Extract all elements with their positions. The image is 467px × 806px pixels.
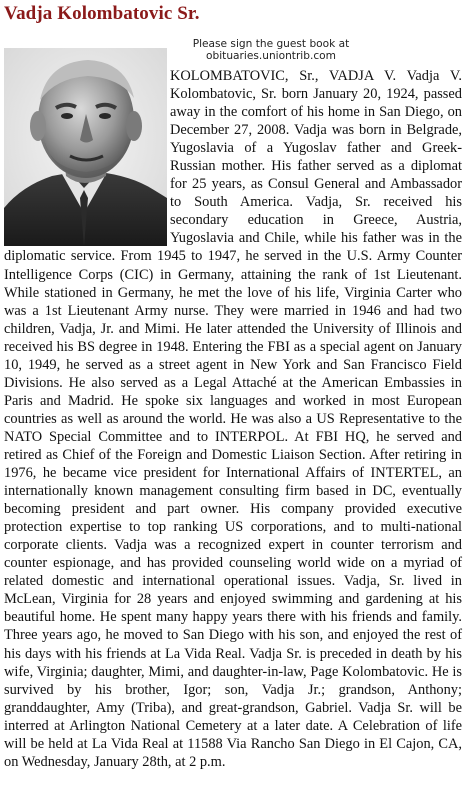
guestbook-notice [182, 38, 360, 62]
obituary-body: KOLOMBATOVIC, Sr., VADJA V. Vadja V. Kolombatovic, Sr. born January 20, 1924, passed away in the comfort of his home in San Diego, on December 27, 2008. Vadja was born in Belgrade, Yugoslavia of a Yugoslav father and Greek-Russian mother. His father served as a diplomat for 25 years, as Consul General and Ambassador to South America. Vadja, Sr. received his secondary education in Greece, Austria, Yugoslavia and Chile, while his father was in the diplomatic service. From 1945 to 1947, he served in the U.S. Army Counter Intelligence Corps (CIC) in Germany, attaining the rank of 1st Lieutenant. While stationed in Germany, he met the love of his life, Virginia Carter who was a 1st Lieutenant Army nurse. They were married in 1946 and had two children, Vadja, Jr. and Mimi. He later attended the University of Illinois and received his BS degree in 1948. Entering the FBI as a special agent on January 10, 1949, he served as a street agent in New York and San Francisco Field Divisions. He also served as a Legal Attaché at the American Embassies in Paris and Madrid. He spoke six languages and worked in most European countries as well as around the world. He was also a US Representative to the NATO Special Committee and to INTERPOL. At FBI HQ, he served and retired as Chief of the Foreign and Domestic Liaison Section. After retiring in 1976, he became vice president for International Affairs of INTERTEL, an internationally known management consulting firm based in DC, eventually becoming president and part owner. His company provided executive protection expertise to top ranking US corporations, and to multi-national corporate clients. Vadja was a recognized expert in counter terrorism and counter espionage, and has provided counseling world wide on a myriad of related domestic and international operational issues. Vadja, Sr. lived in McLean, Virginia for 28 years and enjoyed swimming and gardening at his beautiful home. He spent many happy years there with his friends and family. Three years ago, he moved to San Diego with his son, and enjoyed the rest of his days with his friends at La Vida Real. Vadja Sr. is preceded in death by his wife, Virginia; daughter, Mimi, and daughter-in-law, Page Kolombatovic. He is survived by his brother, Igor; son, Vadja Jr.; grandson, Anthony; granddaughter, Amy (Triba), and great-grandson, Gabriel. Vadja Sr. will be interred at Arlington National Cemetery at a later date. A Celebration of life will be held at La Vida Real at 11588 Via Rancho San Diego in El Cajon, CA, on Wednesday, January 28th, at 2 p.m. [4, 68, 462, 770]
photo-wrap-spacer [4, 67, 170, 245]
guestbook-url[interactable]: obituaries.uniontrib.com [206, 50, 336, 62]
obituary-headline: Vadja Kolombatovic Sr. [4, 3, 200, 24]
obituary-article [4, 67, 462, 771]
guestbook-line: Please sign the guest book at [192, 38, 350, 50]
